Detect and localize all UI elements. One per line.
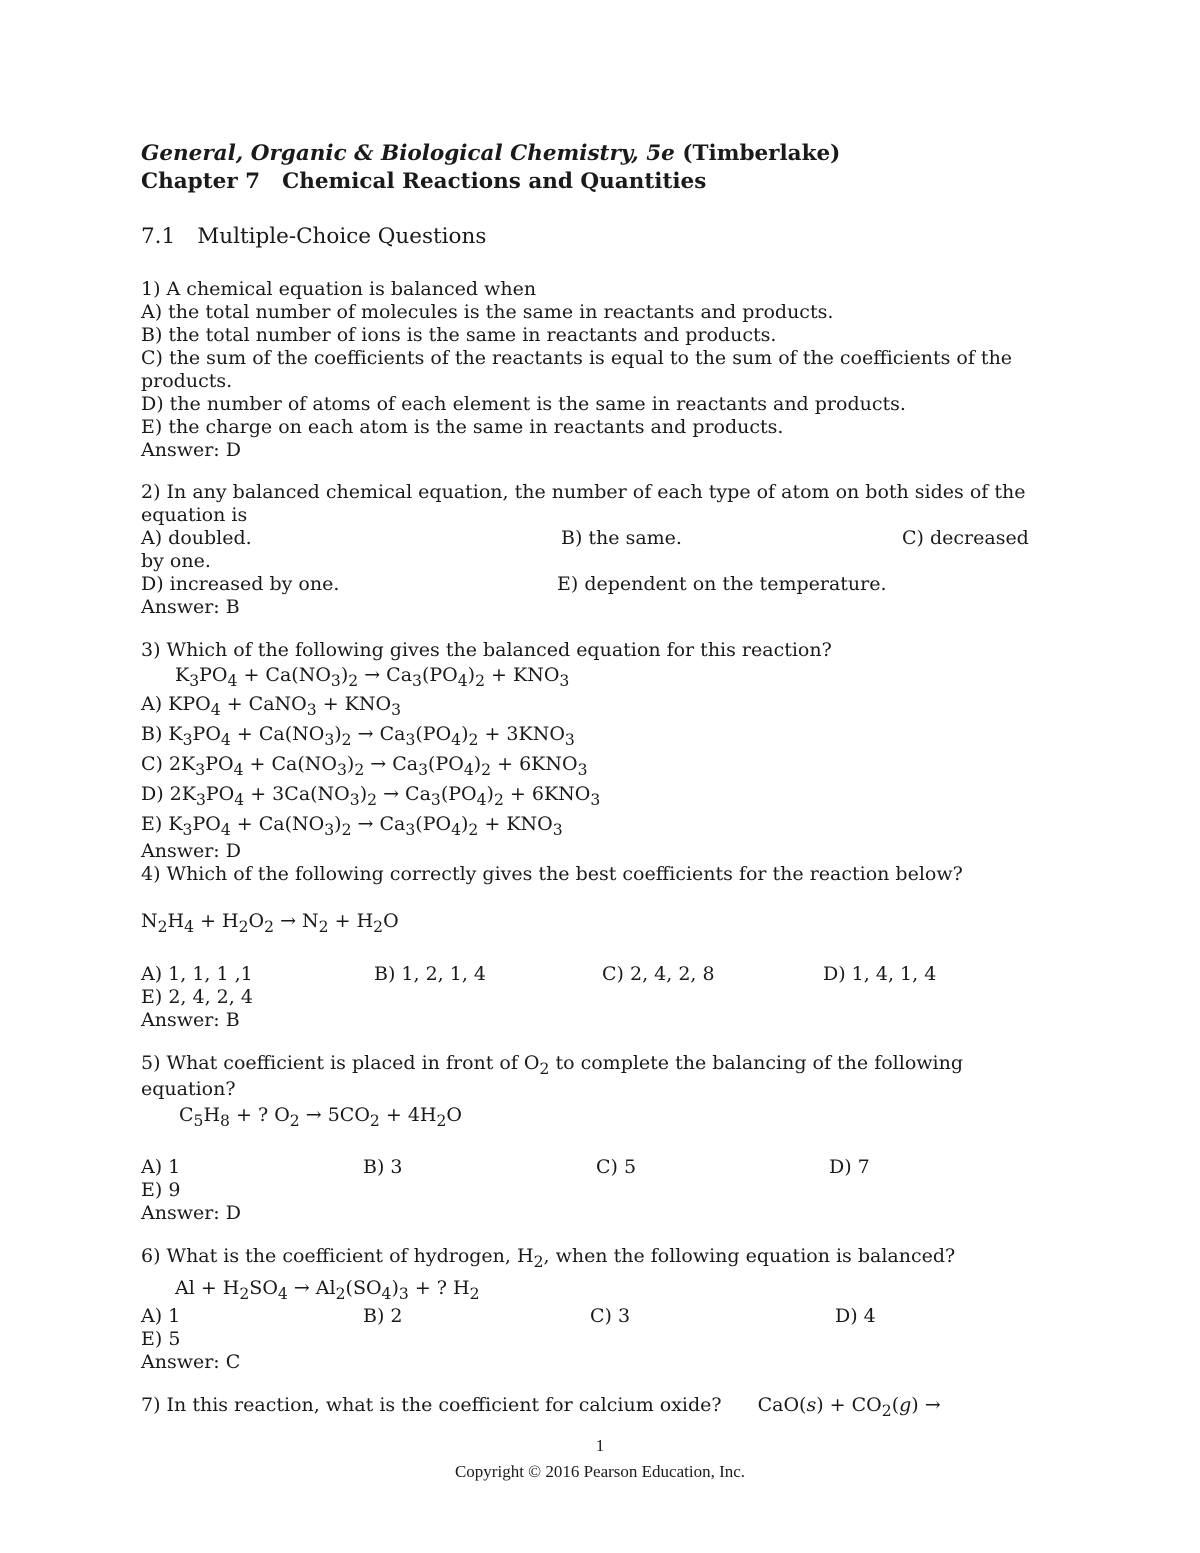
q2-option-c: C) decreased [902,527,1029,549]
q6-equation: $Al + H_2SO_4 \to Al_2(SO_4)_3$ + ? $H_2$ [175,1277,480,1303]
q5-option-e: E) 9 [141,1179,181,1201]
q7-stem-text: 7) In this reaction, what is the coefficient for calcium oxide? [141,1394,722,1416]
q6-stem-pre: 6) What is the coefficient of hydrogen, H [141,1245,534,1267]
q6-option-a: A) 1 [141,1305,181,1327]
chapter-heading [141,168,706,196]
q3-option-a: A) $KPO_4$ + CaNO$_3$ + $KNO_3$ [141,693,401,719]
q1-option-e: E) the charge on each atom is the same in reactants and products. [141,416,784,438]
q6-option-b: B) 2 [363,1305,403,1327]
q4-equation: $N_2H_4 + H_2O_2 \to N_2 + H_2O$ [141,910,399,936]
section-title: Multiple-Choice Questions [197,224,487,249]
q2-option-b: B) the same. [561,527,682,549]
q4-option-b: B) 1, 2, 1, 4 [374,963,487,985]
section-number: 7.1 [141,224,176,249]
q3-option-d: D) $2K_3PO_4 + 3Ca(NO_3)_2 \to Ca_3(PO_4)_2 + 6KNO_3$ [141,783,601,809]
chapter-title: Chemical Reactions and Quantities [282,169,707,194]
copyright-notice: Copyright © 2016 Pearson Education, Inc. [454,1462,746,1481]
q2-option-e: E) dependent on the temperature. [557,573,887,595]
q6-stem: 6) What is the coefficient of hydrogen, $H_2$, when the following equation is balanced? [141,1245,956,1271]
book-author: (Timberlake) [682,141,841,166]
q6-option-d: D) 4 [835,1305,876,1327]
q4-option-e: E) 2, 4, 2, 4 [141,986,253,1008]
q7-stem [141,1394,941,1420]
q4-option-d: D) 1, 4, 1, 4 [823,963,937,985]
q1-option-c: C) the sum of the coefficients of the reactants is equal to the sum of the coefficients of the [141,347,1013,369]
q6-option-c: C) 3 [590,1305,631,1327]
q1-option-c-cont: products. [141,370,233,392]
q3-option-c: C) $2K_3PO_4 + Ca(NO_3)_2 \to Ca_3(PO_4)_2 + 6KNO_3$ [141,753,588,779]
q4-option-c: C) 2, 4, 2, 8 [602,963,715,985]
q2-stem: 2) In any balanced chemical equation, the number of each type of atom on both sides of the [141,481,1026,503]
q2-option-c-cont: by one. [141,550,211,572]
q2-answer: Answer: B [141,596,240,618]
q5-stem-post: to complete the balancing of the following [549,1052,964,1074]
q2-option-a: A) doubled. [141,527,252,549]
q4-stem: 4) Which of the following correctly gives the best coefficients for the reaction below? [141,863,963,885]
book-header [141,140,840,168]
q5-stem-pre: 5) What coefficient is placed in front of O [141,1052,540,1074]
q1-option-a: A) the total number of molecules is the same in reactants and products. [141,301,834,323]
q1-option-b: B) the total number of ions is the same in reactants and products. [141,324,777,346]
q6-stem-post: , when the following equation is balanced? [543,1245,956,1267]
q6-answer: Answer: C [141,1351,241,1373]
book-title: General, Organic & Biological Chemistry, 5e [141,141,675,166]
q3-answer: Answer: D [141,840,241,862]
q5-option-a: A) 1 [141,1156,181,1178]
q7-equation: $CaO(s) + CO_2(g)$ → [757,1394,941,1420]
q3-equation: $K_3PO_4 + Ca(NO_3)_2 \to Ca_3(PO_4)_2 + KNO_3$ [175,664,570,690]
section-heading [141,223,486,251]
q1-answer: Answer: D [141,439,241,461]
q3-option-b: B) $K_3PO_4 + Ca(NO_3)_2 \to Ca_3(PO_4)_2 + 3KNO_3$ [141,723,575,749]
q5-option-c: C) 5 [596,1156,637,1178]
q3-option-e: E) $K_3PO_4 + Ca(NO_3)_2 \to Ca_3(PO_4)_2 + KNO_3$ [141,813,563,839]
q5-stem: 5) What coefficient is placed in front of $O_2$ to complete the balancing of the following [141,1052,964,1078]
chapter-label: Chapter 7 [141,169,261,194]
page-number: 1 [595,1436,605,1455]
q4-option-a: A) 1, 1, 1 ,1 [141,963,253,985]
q4-answer: Answer: B [141,1009,240,1031]
q5-equation: $C_5H_8$ + ? $O_2 \to 5CO_2 + 4H_2O$ [179,1104,462,1130]
q1-option-d: D) the number of atoms of each element is the same in reactants and products. [141,393,906,415]
q2-stem-cont: equation is [141,504,248,526]
q5-option-b: B) 3 [363,1156,403,1178]
q5-option-d: D) 7 [829,1156,870,1178]
q1-stem: 1) A chemical equation is balanced when [141,278,537,300]
q3-stem: 3) Which of the following gives the balanced equation for this reaction? [141,639,832,661]
q5-stem-cont: equation? [141,1078,236,1100]
q6-option-e: E) 5 [141,1328,181,1350]
q2-option-d: D) increased by one. [141,573,340,595]
q5-answer: Answer: D [141,1202,241,1224]
